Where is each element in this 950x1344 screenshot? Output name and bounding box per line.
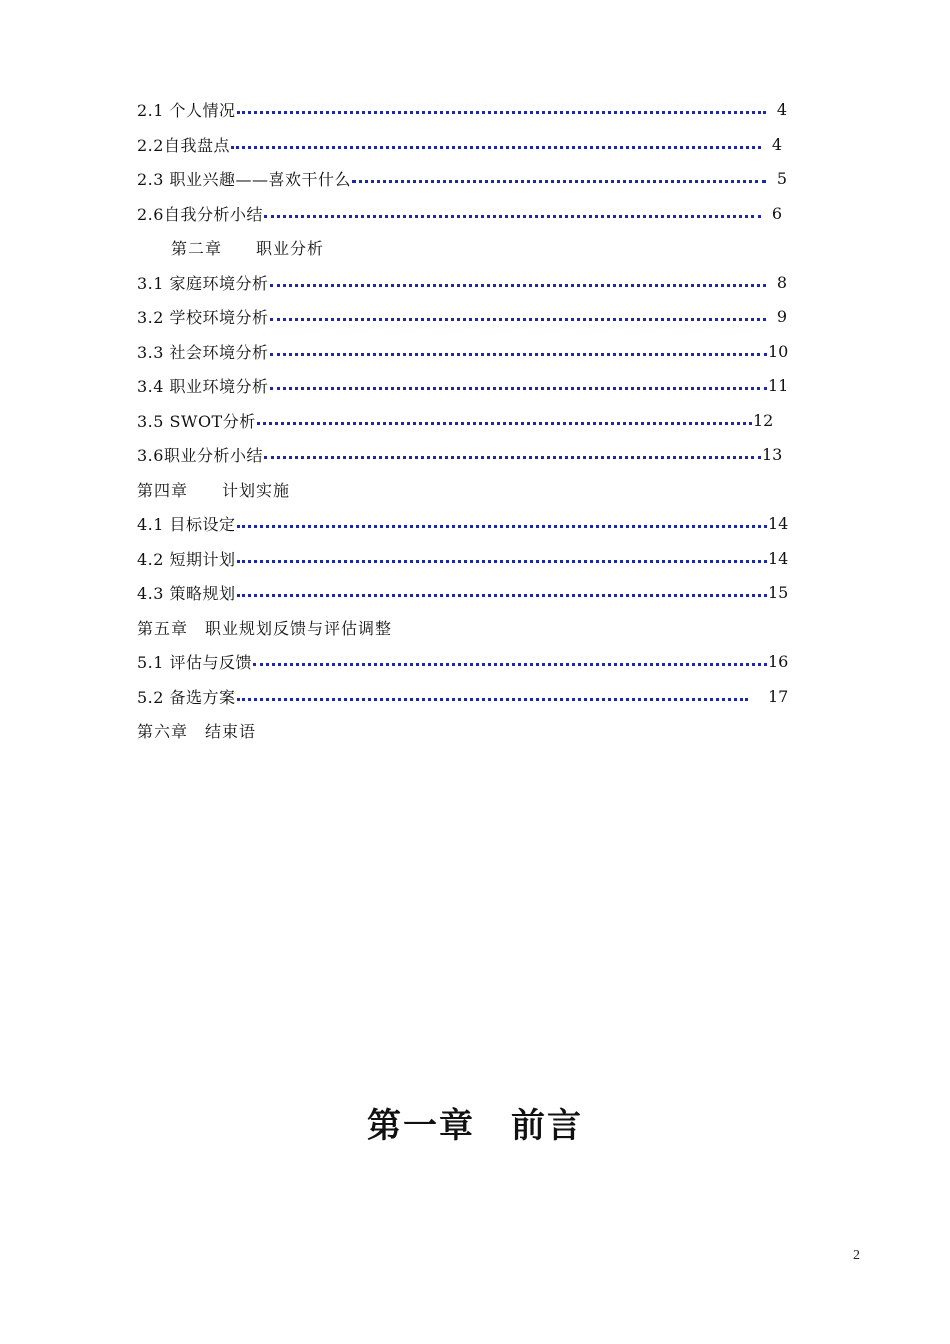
toc-entry-label: 3.6职业分析小结 (137, 445, 263, 465)
toc-leader-dots (237, 541, 767, 575)
toc-entry-page: 15 (768, 582, 789, 602)
toc-entry[interactable] (137, 575, 788, 609)
toc-chapter-heading[interactable] (137, 472, 537, 506)
toc-entry-page: 5 (776, 168, 787, 188)
toc-entry[interactable] (137, 127, 782, 161)
toc-entry-label: 2.6自我分析小结 (137, 204, 263, 224)
toc-chapter-label: 第四章 计划实施 (137, 480, 291, 500)
toc-chapter-label: 第二章 职业分析 (171, 238, 325, 258)
toc-leader-dots (237, 679, 748, 713)
toc-entry-label: 5.2 备选方案 (137, 687, 236, 707)
toc-leader-dots (231, 127, 761, 161)
toc-leader-dots (270, 299, 766, 333)
toc-entry-label: 3.5 SWOT分析 (137, 411, 256, 431)
toc-entry-page: 17 (768, 686, 789, 706)
toc-entry-label: 2.1 个人情况 (137, 100, 236, 120)
toc-entry-page: 14 (768, 548, 789, 568)
toc-leader-dots (237, 575, 767, 609)
toc-leader-dots (257, 403, 752, 437)
toc-entry-page: 10 (768, 341, 789, 361)
toc-entry-label: 4.2 短期计划 (137, 549, 236, 569)
toc-entry[interactable] (137, 368, 788, 402)
toc-entry-page: 8 (776, 272, 787, 292)
toc-entry-label: 4.1 目标设定 (137, 514, 236, 534)
toc-chapter-heading[interactable] (137, 713, 537, 747)
toc-entry-label: 3.3 社会环境分析 (137, 342, 269, 362)
toc-chapter-heading[interactable] (171, 230, 571, 264)
toc-leader-dots (264, 437, 761, 471)
toc-entry-page: 9 (776, 306, 787, 326)
toc-leader-dots (237, 92, 766, 126)
toc-entry[interactable] (137, 92, 787, 126)
toc-entry[interactable] (137, 679, 788, 713)
toc-entry[interactable] (137, 161, 787, 195)
toc-chapter-label: 第五章 职业规划反馈与评估调整 (137, 618, 393, 638)
toc-entry[interactable] (137, 334, 788, 368)
toc-entry-page: 6 (771, 203, 782, 223)
toc-leader-dots (352, 161, 766, 195)
toc-entry-page: 11 (768, 375, 789, 395)
toc-entry[interactable] (137, 541, 788, 575)
toc-leader-dots (264, 196, 761, 230)
toc-entry-page: 4 (776, 99, 787, 119)
toc-entry-label: 4.3 策略规划 (137, 583, 236, 603)
toc-entry[interactable] (137, 196, 782, 230)
toc-entry-label: 3.2 学校环境分析 (137, 307, 269, 327)
toc-entry[interactable] (137, 299, 787, 333)
page-number: 2 (853, 1248, 860, 1263)
toc-entry-page: 12 (753, 410, 774, 430)
toc-entry-page: 16 (768, 651, 789, 671)
toc-entry[interactable] (137, 506, 788, 540)
toc-entry-label: 3.4 职业环境分析 (137, 376, 269, 396)
toc-entry-page: 14 (768, 513, 789, 533)
toc-chapter-heading[interactable] (137, 610, 587, 644)
toc-entry[interactable] (137, 403, 773, 437)
chapter-title: 第一章 前言 (367, 1106, 583, 1146)
toc-entry[interactable] (137, 265, 787, 299)
toc-entry-page: 13 (762, 444, 783, 464)
toc-leader-dots (237, 506, 767, 540)
toc-entry-label: 3.1 家庭环境分析 (137, 273, 269, 293)
toc-leader-dots (270, 368, 767, 402)
toc-entry-label: 5.1 评估与反馈 (137, 652, 253, 672)
toc-entry-page: 4 (771, 134, 782, 154)
toc-leader-dots (270, 265, 766, 299)
toc-entry[interactable] (137, 644, 788, 678)
toc-chapter-label: 第六章 结束语 (137, 721, 257, 741)
toc-entry[interactable] (137, 437, 782, 471)
toc-leader-dots (253, 644, 767, 678)
toc-entry-label: 2.2自我盘点 (137, 135, 230, 155)
toc-entry-label: 2.3 职业兴趣——喜欢干什么 (137, 169, 352, 189)
toc-leader-dots (270, 334, 767, 368)
